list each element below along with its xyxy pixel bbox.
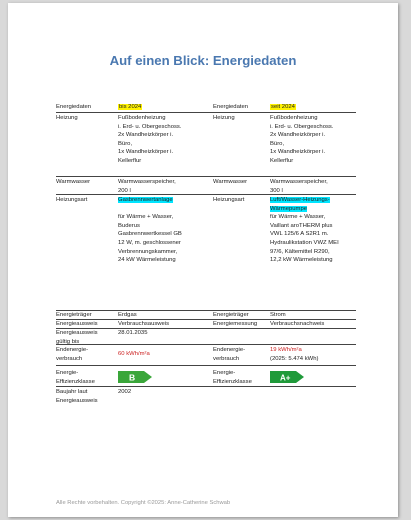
right-verbrauch-extra: (2025: 5.474 kWh) — [270, 355, 319, 362]
right-verbrauch-label: Endenergie- verbrauch — [213, 347, 246, 362]
right-heizung-value: Fußbodenheizung i. Erd- u. Obergeschoss. 2x Wandheizkörper i. Büro, 1x Wandheizkörper i. Kellerflur — [270, 115, 334, 164]
row-divider — [56, 365, 356, 366]
page-title: Auf einen Blick: Energiedaten — [109, 53, 297, 68]
right-heizung-label: Heizung — [213, 115, 235, 121]
right-energiedaten-label: Energiedaten — [213, 104, 249, 110]
left-gueltig-label: Energieausweis gültig bis — [56, 330, 98, 345]
left-energietraeger-label: Energieträger — [56, 312, 92, 318]
right-heizungsart-highlight: Luft/Wasser-Heizungs- Wärmepumpe — [270, 197, 330, 212]
right-klasse-label: Energie- Effizienzklasse — [213, 370, 252, 385]
left-heizung-label: Heizung — [56, 115, 78, 121]
svg-text:A+: A+ — [280, 373, 291, 383]
svg-text:B: B — [129, 372, 136, 383]
left-warmwasser-value: Warmwasserspeicher, 200 l — [118, 179, 176, 194]
left-energiedaten-label: Energiedaten — [56, 104, 92, 110]
right-verbrauch-value: 19 kWh/m²a (2025: 5.474 kWh) — [270, 347, 319, 362]
left-energiedaten-value: bis 2024 — [119, 104, 142, 110]
row-divider — [56, 112, 356, 113]
left-energieausweis-value: Verbrauchsausweis — [118, 321, 170, 327]
right-energietraeger-label: Energieträger — [213, 312, 249, 318]
left-warmwasser-label: Warmwasser — [56, 179, 91, 185]
left-klasse-label: Energie- Effizienzklasse — [56, 370, 95, 385]
right-energiedaten-value: seit 2024 — [271, 104, 295, 110]
document-page — [8, 3, 398, 517]
right-heizungsart-value: Luft/Wasser-Heizungs- Wärmepumpe für Wärme + Wasser, Vaillant aroTHERM plus VWL 125/6 A S2R1 m. Hydraulikstation VWZ MEI 97/6, Kältemittel R290, 12,2 kW Wärmeleistung — [270, 197, 339, 264]
left-heizungsart-value: Gasbrennwertanlage für Wärme + Wasser, Buderus Gasbrennwertkessel GB 12 W, m. geschlossener Verbrennungskammer, 24 kW Wärmeleistung — [118, 197, 182, 264]
right-efficiency-badge — [270, 371, 304, 383]
left-energietraeger-value: Erdgas — [118, 312, 137, 318]
left-verbrauch-label: Endenergie- verbrauch — [56, 347, 89, 362]
left-heizungsart-highlight: Gasbrennwertanlage — [118, 197, 173, 203]
right-warmwasser-value: Warmwasserspeicher, 300 l — [270, 179, 328, 194]
left-verbrauch-value: 60 kWh/m²a — [118, 351, 150, 357]
left-baujahr-value: 2002 — [118, 389, 132, 395]
left-efficiency-badge — [118, 371, 152, 383]
left-heizung-value: Fußbodenheizung i. Erd- u. Obergeschoss. 2x Wandheizkörper i. Büro, 1x Wandheizkörper i. Kellerflur — [118, 115, 182, 164]
right-warmwasser-label: Warmwasser — [213, 179, 248, 185]
row-divider — [56, 176, 356, 177]
left-gueltig-value: 28.01.2035 — [118, 330, 148, 336]
right-energiemessung-label: Energiemessung — [213, 321, 258, 327]
right-heizungsart-label: Heizungsart — [213, 197, 245, 203]
left-baujahr-label: Baujahr laut Energieausweis — [56, 389, 98, 404]
copyright-footer: Alle Rechte vorbehalten. Copyright ©2025: Anne-Catherine Schwab — [56, 500, 231, 506]
left-energieausweis-label: Energieausweis — [56, 321, 98, 327]
right-energietraeger-value: Strom — [270, 312, 286, 318]
right-energiemessung-value: Verbrauchsnachweis — [270, 321, 325, 327]
left-heizungsart-label: Heizungsart — [56, 197, 88, 203]
